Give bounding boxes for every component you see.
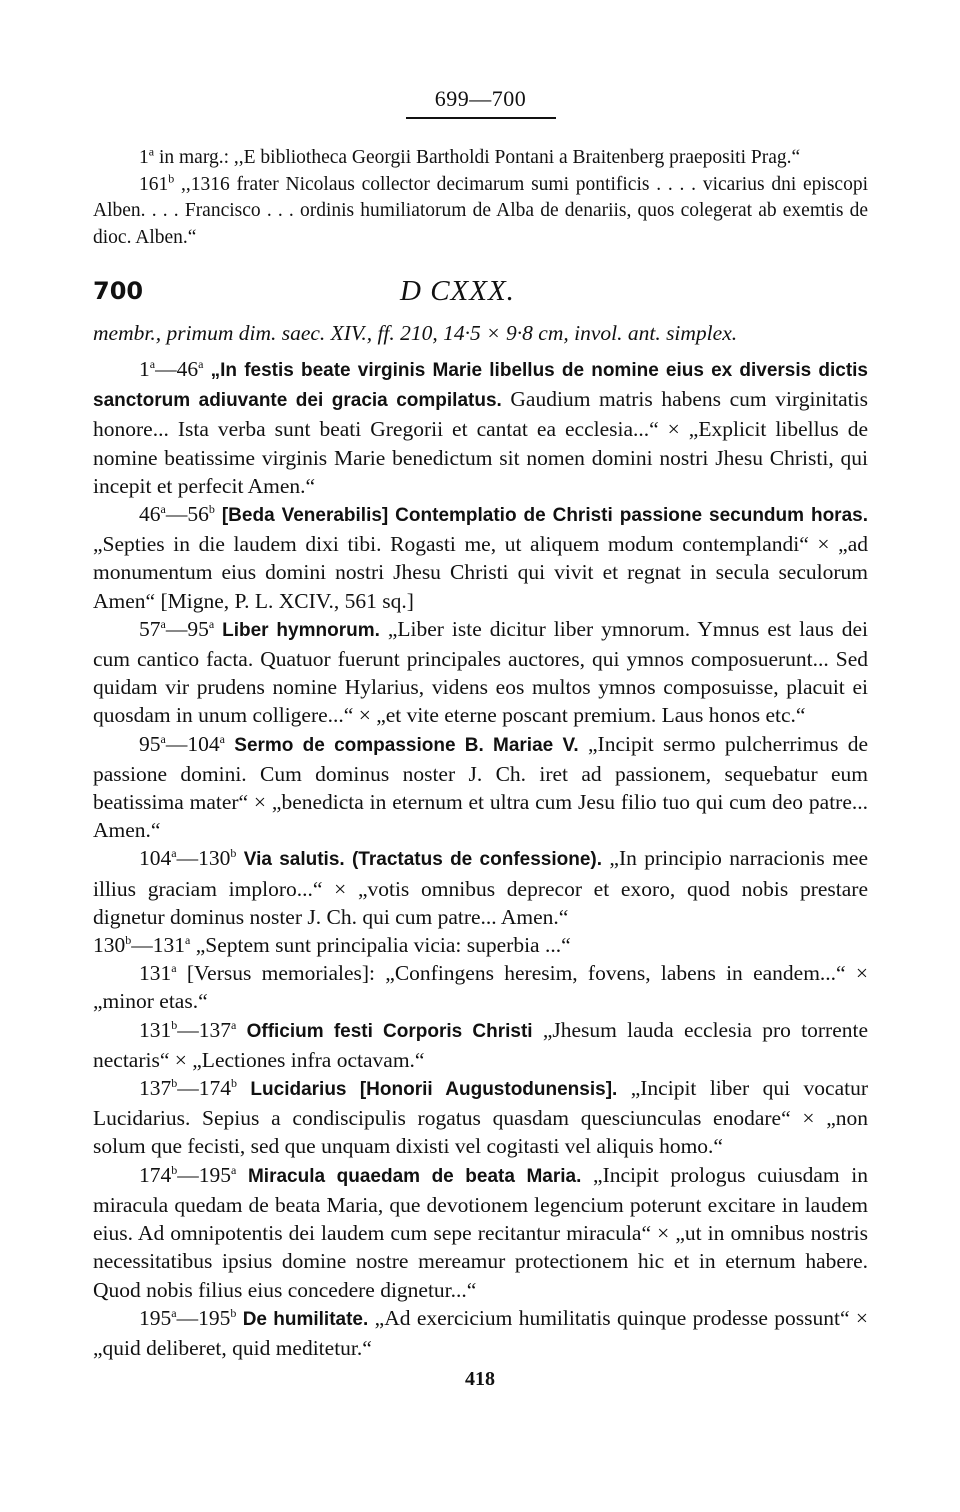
content-entry (93, 1016, 868, 1074)
folio-ref: 1 (139, 147, 149, 168)
folio-side: b (171, 1017, 178, 1032)
prev-note-1 (93, 145, 868, 172)
folio-side: a (231, 1017, 237, 1032)
range-dash: — (165, 502, 188, 527)
entry-title: „In festis beate virginis Marie libellus de nomine eius ex diversis dictis sanctorum adiuvante dei gracia compilatus. (93, 360, 868, 412)
manuscript-heading (93, 275, 868, 315)
folio-side: a (160, 616, 166, 631)
folio-ref: 130 (93, 933, 126, 958)
folio-ref: 131 (152, 933, 185, 958)
range-dash: — (176, 846, 199, 871)
content-entry (93, 931, 868, 959)
entry-text: „Ad exercicium humilitatis quinque prodesse possunt“ × „quid deliberet, quid meditetur.“ (93, 1305, 869, 1360)
entry-text: Gaudium matris habens cum virginitatis honore... Ista verba sunt beati Gregorii et cantat ea ecclesia...“ × „Explicit libellus de nomine beatissime virginis Marie benedictum sit nomen domini nostri Jhesu Christi, qui incepit et perfecit Amen.“ (93, 387, 869, 498)
folio-ref: 56 (187, 502, 209, 527)
prev-note-2 (93, 172, 868, 252)
note-text: ,,1316 frater Nicolaus collector decimarum sumi pontificis . . . . vicarius dni episcopi Alben. . . . Francisco . . . ordinis humiliatorum de Alba de denariis, quos colegerat ab exemtis de dioc. Alben.“ (93, 173, 868, 248)
folio-side: a (148, 144, 155, 159)
header-rule (406, 117, 556, 119)
entry-title: Sermo de compassione B. Mariae V. (234, 734, 579, 756)
folio-side: a (198, 356, 204, 371)
folio-side: a (219, 731, 225, 746)
folio-side: a (208, 616, 215, 631)
content-entry (93, 1074, 868, 1161)
folio-side: a (185, 932, 191, 947)
range-dash: — (177, 1076, 199, 1101)
entry-text: „Incipit sermo pulcherrimus de passione domini. Cum dominus noster J. Ch. iret ad passionem, sequebatur eum beatissima mater“ × „benedicta in eternum et ultra cum Jesu filio tuo qui cum deo patre... Amen.“ (93, 731, 869, 843)
page-number: 418 (465, 1368, 495, 1390)
content-entry (93, 844, 868, 931)
entry-title: Liber hymnorum. (222, 619, 380, 641)
folio-ref: 1 (139, 357, 150, 381)
folio-side: a (171, 961, 177, 976)
folio-ref: 95 (187, 616, 209, 641)
content-entry (93, 1161, 868, 1304)
range-dash: — (177, 1162, 199, 1187)
folio-ref: 95 (139, 731, 161, 756)
manuscript-description: membr., primum dim. saec. XIV., ff. 210, 14·5 × 9·8 cm, invol. ant. simplex. (93, 321, 738, 345)
folio-side: a (149, 356, 156, 371)
content-entry (93, 1304, 868, 1362)
folio-ref: 104 (139, 846, 172, 871)
content-entry (93, 355, 868, 500)
note-text: in marg.: ,,E bibliotheca Georgii Bartholdi Pontani a Braitenberg praepositi Prag.“ (154, 147, 801, 168)
folio-side: a (160, 501, 166, 516)
entry-text: „Incipit liber qui vocatur Lucidarius. Sepius a condiscipulis rogatus quasdam quesciunculas enodare“ × „non solum que fecisti, sed que unquam dixisti vel cogitasti vel aliquis homo.“ (93, 1076, 868, 1159)
running-head: 699—700 (434, 86, 527, 111)
folio-ref: 137 (198, 1017, 231, 1042)
content-entry (93, 730, 868, 845)
folio-ref: 195 (198, 1305, 231, 1330)
folio-ref: 174 (198, 1076, 231, 1101)
entry-title: Officium festi Corporis Christi (246, 1020, 533, 1042)
folio-ref: 57 (139, 616, 161, 641)
folio-side: b (171, 1162, 178, 1177)
range-dash: — (177, 1017, 199, 1042)
folio-side: b (171, 1075, 178, 1090)
folio-ref: 130 (198, 846, 231, 871)
entry-text: „Liber iste dicitur liber ymnorum. Ymnus est laus dei cum cantico facta. Quatuor fuerunt principales auctores, qui ymnos composuerunt... Sed quidam vir prudens nomine Hylarius, videns eos multos ymnos composuisse, placuit ei quosdam in unum colligere...“ × „et vite eterne poscant premium. Laus honos etc.“ (93, 616, 869, 728)
range-dash: — (155, 357, 177, 381)
manuscript-number: 700 (93, 277, 144, 305)
folio-ref: 137 (139, 1076, 172, 1101)
folio-side: b (230, 1305, 237, 1320)
previous-entry (93, 145, 868, 251)
entry-title: Miracula quaedam de beata Maria. (247, 1165, 582, 1187)
entry-title: Via salutis. (Tractatus de confessione). (243, 849, 603, 871)
range-dash: — (165, 616, 188, 641)
folio-side: a (231, 1162, 237, 1177)
content-entry (93, 615, 868, 730)
folio-ref: 195 (139, 1305, 172, 1330)
folio-side: a (171, 1305, 177, 1320)
range-dash: — (165, 731, 188, 756)
entry-title: [Beda Venerabilis] Contemplatio de Christi passione secundum horas. (221, 505, 868, 527)
folio-ref: 131 (139, 1017, 172, 1042)
contents-list (93, 355, 868, 1362)
folio-side: a (171, 846, 177, 861)
folio-ref: 174 (139, 1162, 172, 1187)
folio-ref: 104 (187, 731, 220, 756)
entry-text: „Jhesum lauda ecclesia pro torrente nectaris“ × „Lectiones infra octavam.“ (93, 1017, 869, 1072)
folio-side: b (125, 932, 132, 947)
entry-text: „Septies in die laudem dixi tibi. Rogasti me, ut aliquem modum contemplandi“ × „ad monumentum eius domini nostri Jhesu Christi qui vivit et regnat in secula seculorum Amen“ [Migne, P. L. XCIV., 561 sq.] (93, 532, 868, 613)
content-entry (93, 500, 868, 615)
content-entry (93, 959, 868, 1015)
folio-ref: 46 (176, 357, 199, 381)
page (93, 86, 868, 1362)
folio-ref: 46 (139, 502, 161, 527)
entry-title: De humilitate. (242, 1308, 369, 1330)
entry-title: Lucidarius [Honorii Augustodunensis]. (250, 1079, 618, 1101)
range-dash: — (176, 1305, 199, 1330)
entry-text: [Versus memoriales]: „Confingens heresim, fovens, labens in eandem...“ × „minor etas.“ (93, 961, 868, 1014)
entry-text: „In principio narracionis mee illius graciam imploro...“ × „votis omnibus deprecor et exoro, quod nobis prestare dignetur dominus noster J. Ch. qui cum patre... Amen.“ (93, 846, 869, 929)
folio-side: b (208, 501, 215, 516)
entry-text: „Septem sunt principalia vicia: superbia ...“ (190, 933, 571, 958)
range-dash: — (131, 933, 153, 958)
manuscript-signature: D CXXX. (400, 275, 515, 307)
folio-ref: 131 (139, 961, 172, 986)
folio-side: b (231, 1075, 237, 1090)
entry-text: „Incipit prologus cuiusdam in miracula quedam de beata Maria, que devotionem legencium poterunt excitare in laudem eius. Ad omnipotentis dei laudem cum sepe recitantur miracula“ × „ut in omnibus nostris necessitatibus ipsius domine nostre mereamur protectionem hic et in eternum habere. Quod nobis filius eius concedere dignetur...“ (93, 1162, 868, 1302)
folio-side: b (168, 171, 175, 185)
folio-ref: 195 (198, 1162, 231, 1187)
folio-side: b (230, 846, 237, 861)
folio-side: a (160, 731, 166, 746)
folio-ref: 161 (139, 173, 169, 195)
